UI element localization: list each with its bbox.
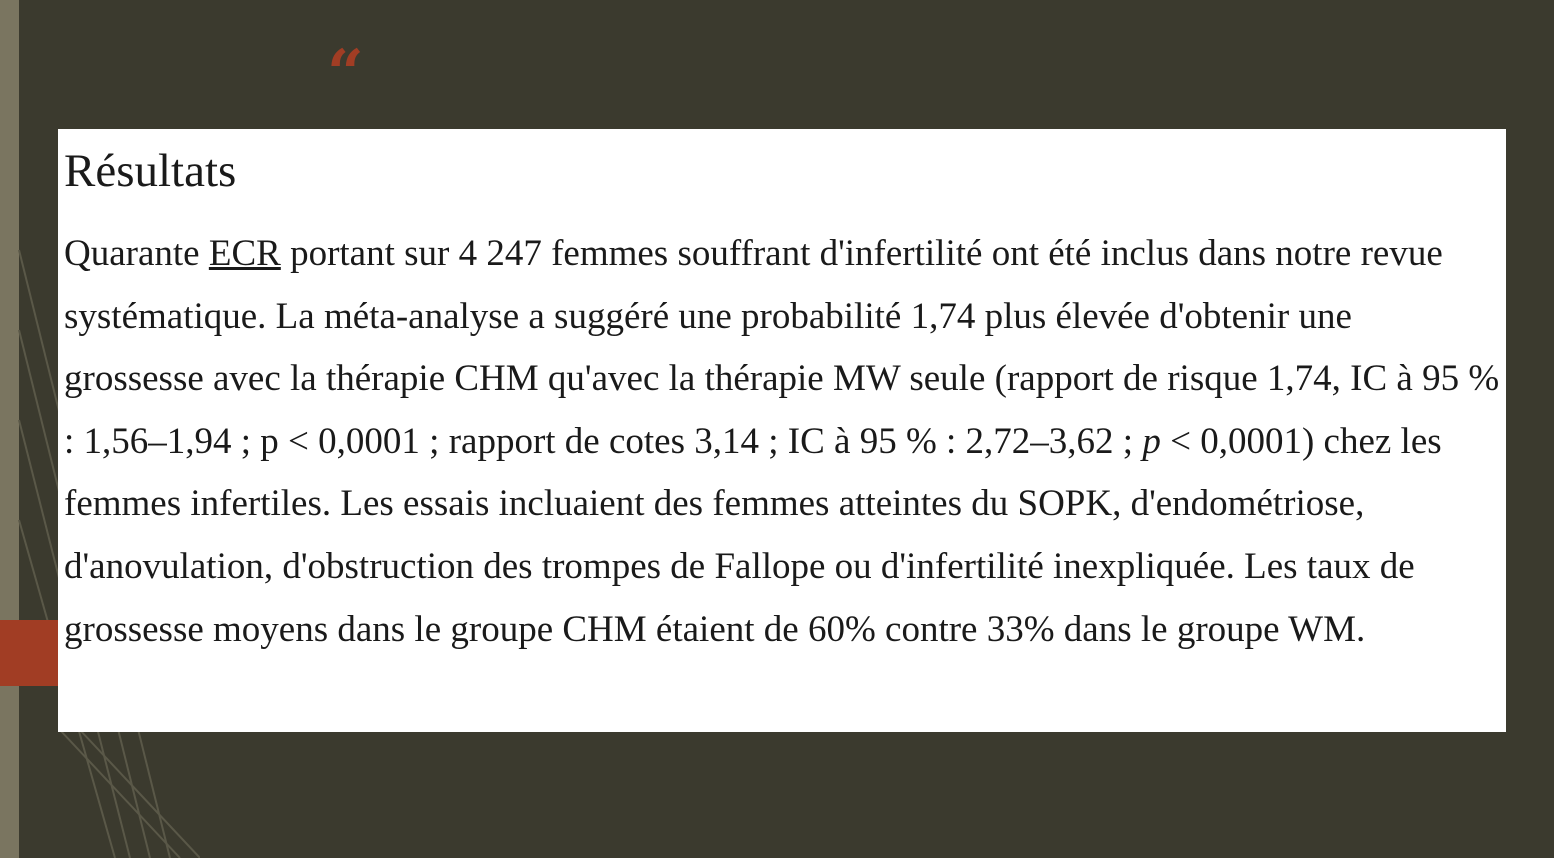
ecr-link[interactable]: ECR xyxy=(208,233,281,274)
section-heading: Résultats xyxy=(64,145,237,197)
paragraph-text-3: < 0,0001) chez les femmes infertiles. Les essais incluaient des femmes atteintes du SOPK, d'endométriose, d'anovulation, d'obstruction des trompes de Fallope ou d'infertilité inexpliquée. Les taux de grossesse moyens dans le groupe CHM étaient de 60% contre 33% dans le groupe WM. xyxy=(64,420,1442,650)
quote-mark-icon: “ xyxy=(327,36,364,111)
paragraph-text-1: Quarante xyxy=(64,233,209,274)
accent-block xyxy=(0,620,58,686)
results-panel xyxy=(58,129,1506,732)
paragraph-text-2: portant sur 4 247 femmes souffrant d'infertilité ont été inclus dans notre revue systématique. La méta-analyse a suggéré une probabilité 1,74 plus élevée d'obtenir une grossesse avec la thérapie CHM qu'avec la thérapie MW seule (rapport de risque 1,74, IC à 95 % : 1,56–1,94 ; p < 0,0001 ; rapport de cotes 3,14 ; IC à 95 % : 2,72–3,62 ; xyxy=(64,233,1500,462)
results-paragraph xyxy=(64,223,1500,661)
p-value-symbol: p xyxy=(1142,420,1161,462)
